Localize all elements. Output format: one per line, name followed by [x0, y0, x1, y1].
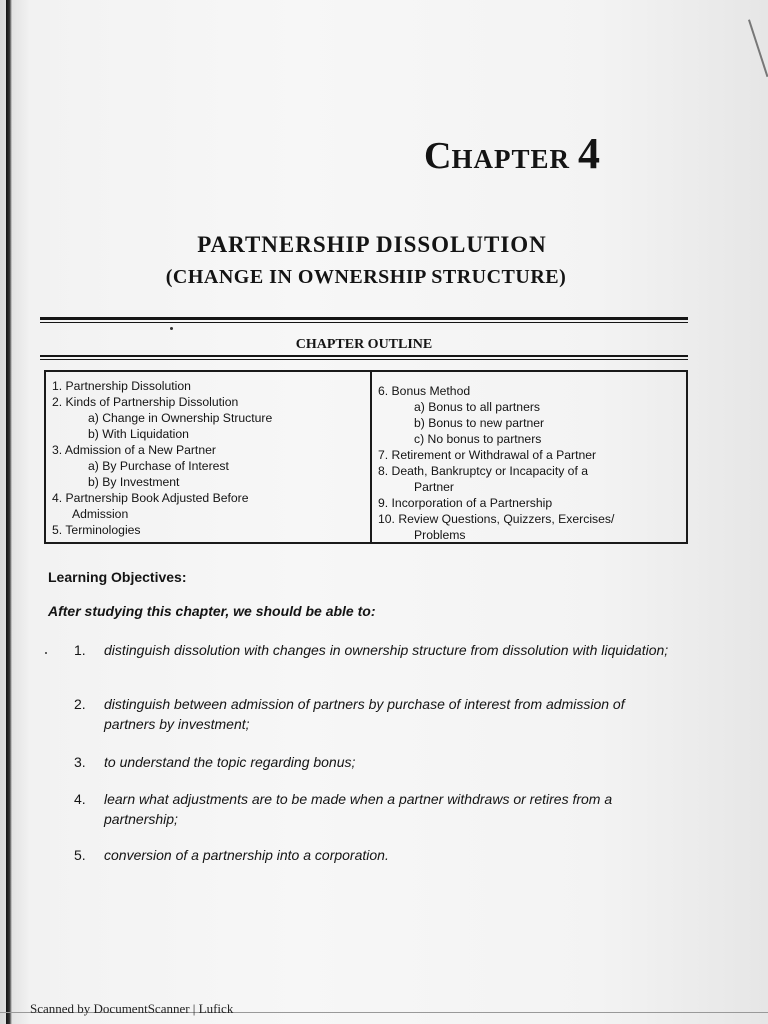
speck	[170, 327, 173, 330]
outline-item: 5. Terminologies	[52, 523, 141, 537]
objective-item	[70, 845, 670, 865]
page-edge-mark	[748, 19, 768, 77]
page-subtitle: (CHANGE IN OWNERSHIP STRUCTURE)	[165, 266, 567, 288]
outline-item: c) No bonus to partners	[414, 432, 542, 446]
objective-text: distinguish dissolution with changes in ownership structure from dissolution with liquidation;	[104, 642, 669, 658]
speck	[45, 652, 47, 654]
outline-item: 3. Admission of a New Partner	[52, 443, 216, 457]
scanner-watermark: Scanned by DocumentScanner | Lufick	[30, 1001, 234, 1016]
objective-number: 4.	[74, 791, 86, 807]
objective-text: learn what adjustments are to be made when a partner withdraws or retires from a partnership;	[104, 791, 613, 827]
objective-item	[70, 694, 670, 734]
outline-item: 9. Incorporation of a Partnership	[378, 496, 553, 510]
outline-right-column	[378, 383, 614, 543]
outline-heading: CHAPTER OUTLINE	[295, 337, 433, 352]
outline-item: b) By Investment	[88, 475, 180, 489]
top-rule-thin	[40, 322, 688, 323]
top-rule	[40, 317, 688, 320]
outline-left-column	[52, 378, 272, 538]
objective-number: 5.	[74, 847, 86, 863]
objective-item	[70, 752, 670, 772]
outline-item: Partner	[414, 480, 454, 494]
objective-number: 3.	[74, 754, 86, 770]
learning-objectives-intro: After studying this chapter, we should be able to:	[48, 603, 376, 619]
objective-text: conversion of a partnership into a corporation.	[104, 847, 389, 863]
outline-item: 8. Death, Bankruptcy or Incapacity of a	[378, 464, 589, 478]
outline-column-divider	[370, 370, 372, 544]
outline-item: b) Bonus to new partner	[414, 416, 545, 430]
objective-number: 2.	[74, 696, 86, 712]
objective-text: distinguish between admission of partners by purchase of interest from admission of partners by investment;	[104, 696, 625, 732]
chapter-heading	[424, 128, 674, 178]
chapter-number: 4	[577, 129, 600, 178]
objective-item	[70, 640, 670, 660]
outline-item: 6. Bonus Method	[378, 384, 471, 398]
page-title: PARTNERSHIP DISSOLUTION	[197, 232, 547, 257]
outline-item: 7. Retirement or Withdrawal of a Partner	[378, 448, 597, 462]
outline-item: 2. Kinds of Partnership Dissolution	[52, 395, 239, 409]
objective-number: 1.	[74, 642, 86, 658]
binding-shadow	[6, 0, 12, 1024]
outline-item: Admission	[72, 507, 129, 521]
outline-item: a) Bonus to all partners	[414, 400, 541, 414]
chapter-initial: C	[424, 135, 452, 177]
outline-item: b) With Liquidation	[88, 427, 189, 441]
outline-rule-thin	[40, 359, 688, 360]
outline-item: 4. Partnership Book Adjusted Before	[52, 491, 249, 505]
learning-objectives-heading: Learning Objectives:	[48, 569, 187, 585]
objective-item	[70, 789, 670, 829]
objective-text: to understand the topic regarding bonus;	[104, 754, 356, 770]
outline-item: Problems	[414, 528, 466, 542]
chapter-word: HAPTER	[451, 144, 570, 174]
outline-item: a) Change in Ownership Structure	[88, 411, 273, 425]
outline-item: a) By Purchase of Interest	[88, 459, 229, 473]
outline-rule	[40, 355, 688, 357]
outline-item: 1. Partnership Dissolution	[52, 379, 191, 393]
outline-item: 10. Review Questions, Quizzers, Exercises/	[378, 512, 615, 526]
